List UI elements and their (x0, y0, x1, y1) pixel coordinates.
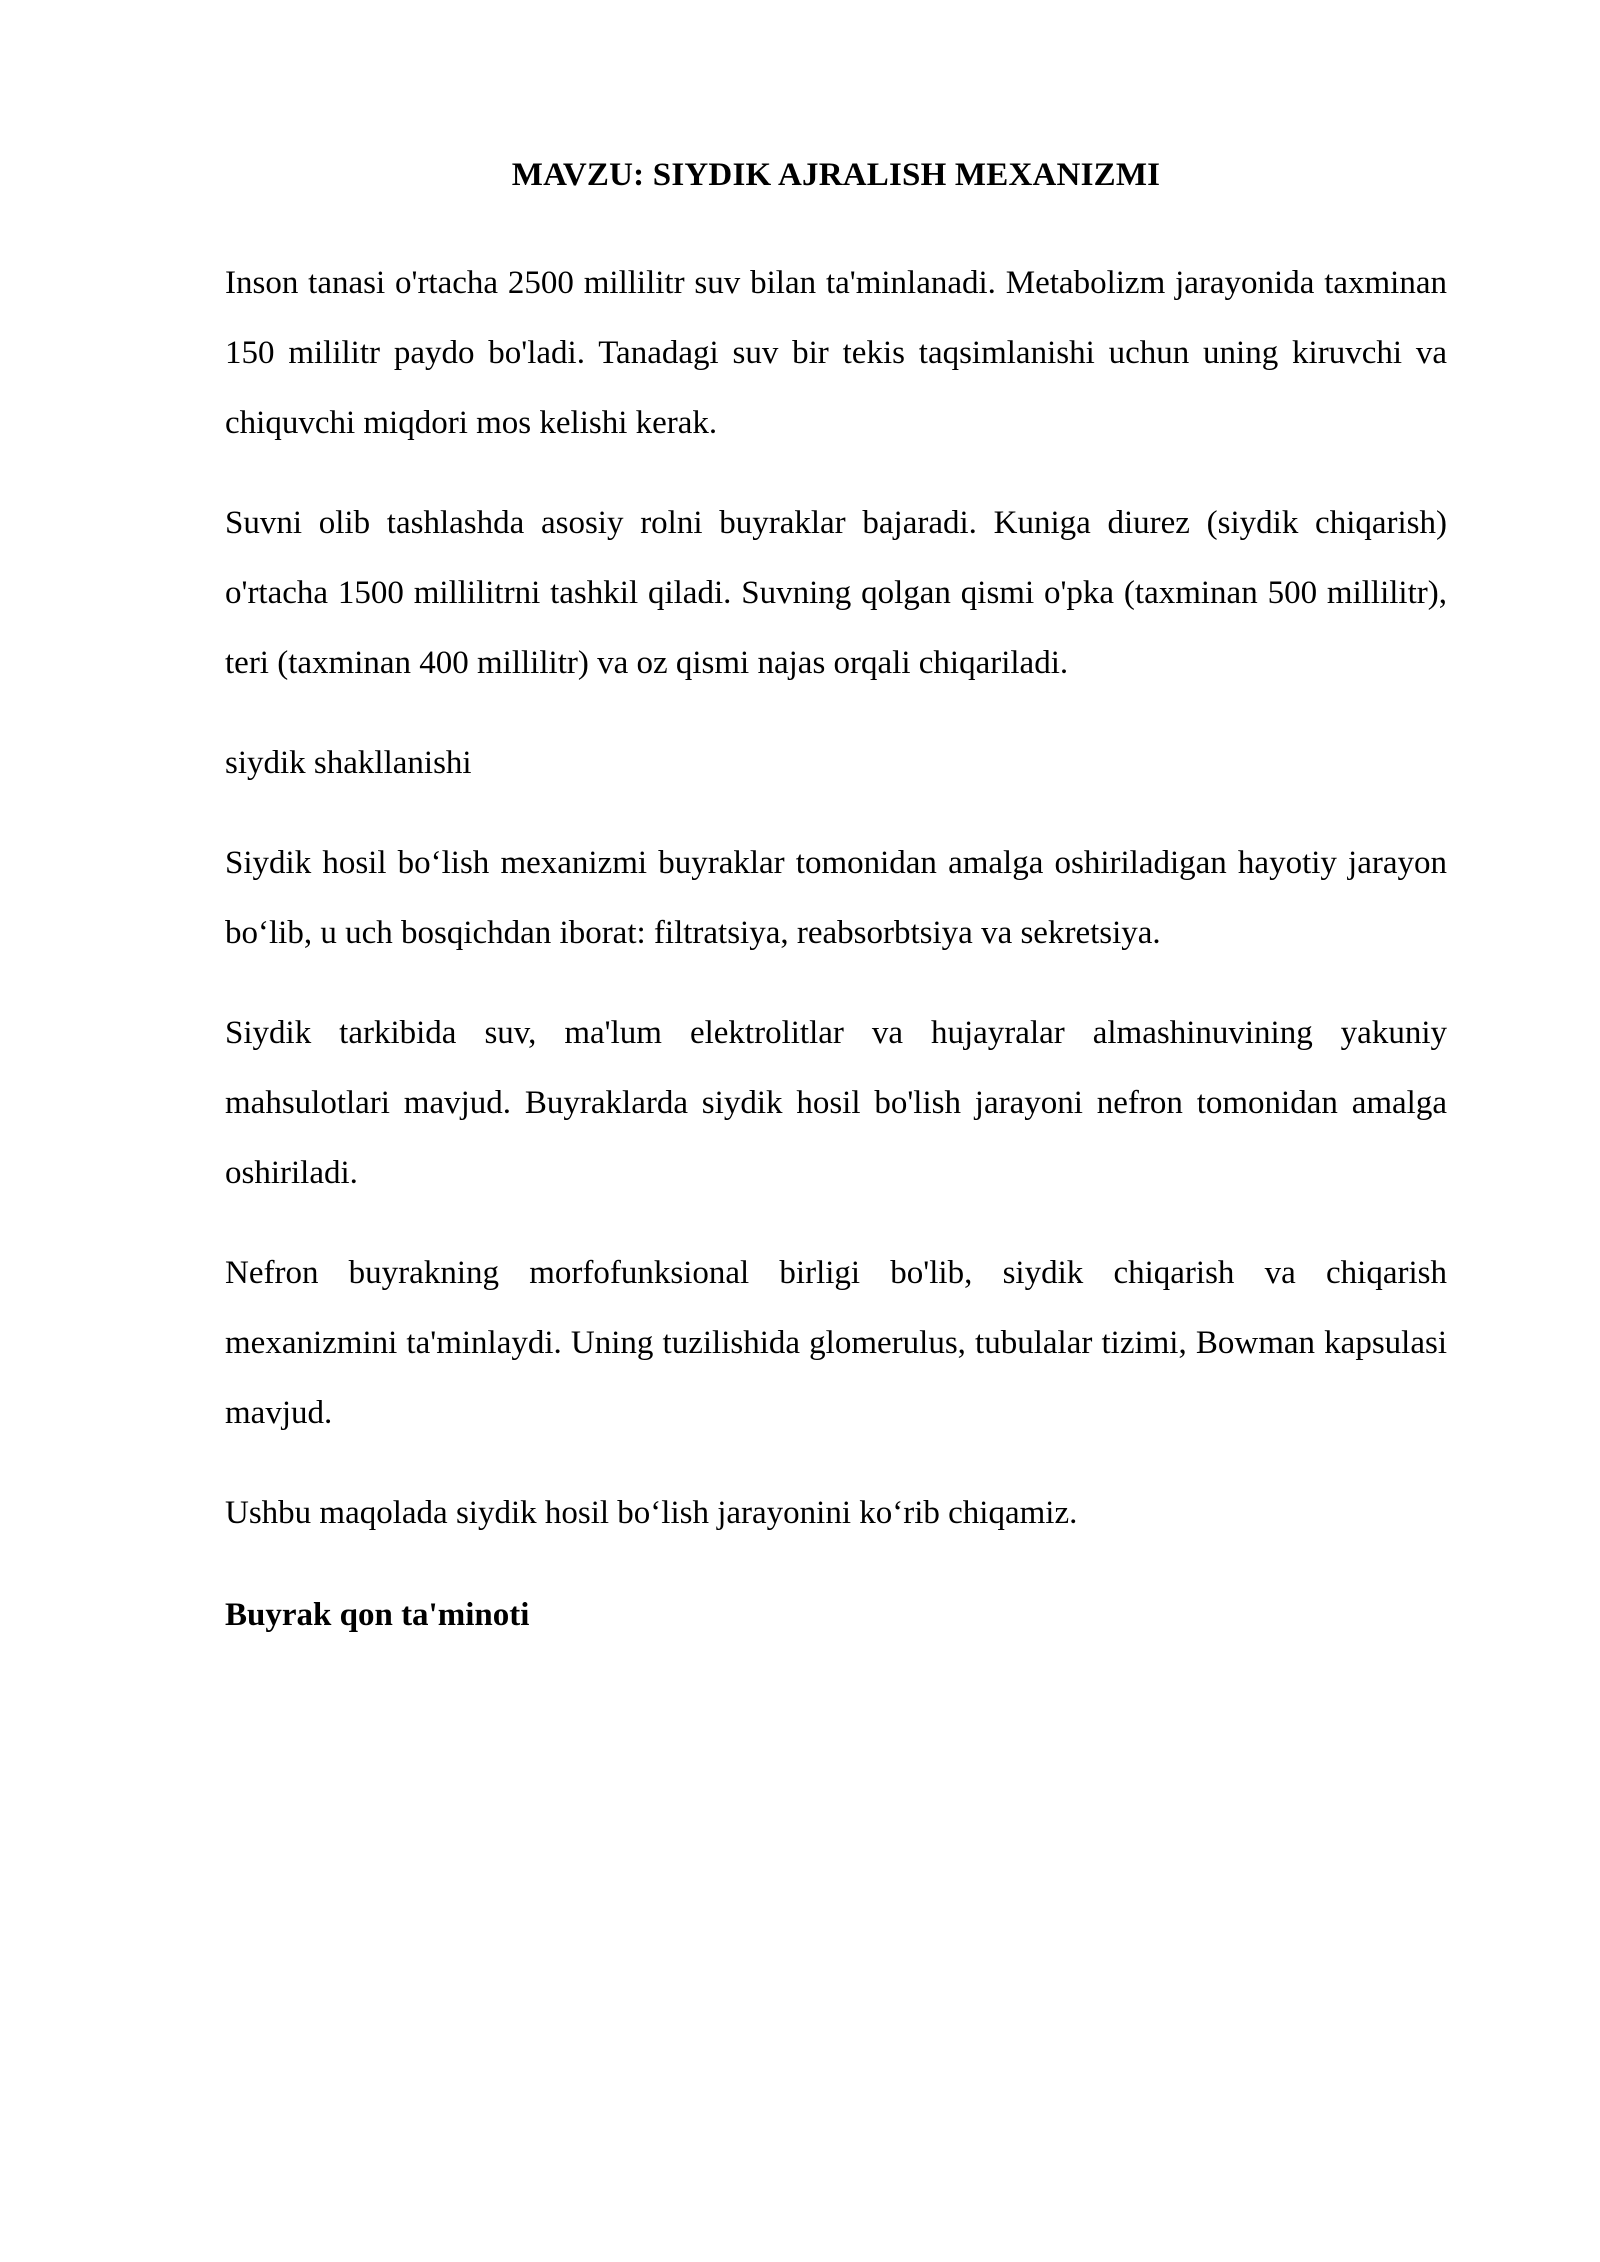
paragraph-article-scope: Ushbu maqolada siydik hosil bo‘lish jarayonini ko‘rib chiqamiz. (225, 1495, 1078, 1531)
document-content (225, 0, 1447, 1650)
section-heading-kidney-blood-supply: Buyrak qon ta'minoti (225, 1597, 530, 1633)
paragraph-water-removal-kidneys: Suvni olib tashlashda asosiy rolni buyraklar bajaradi. Kuniga diurez (siydik chiqarish) o'rtacha 1500 millilitrni tashkil qiladi. Suvning qolgan qismi o'pka (taxminan 500 millilitr), teri (taxminan 400 millilitr) va oz qismi najas orqali chiqariladi. (225, 505, 1447, 681)
paragraph-intro-water-balance: Inson tanasi o'rtacha 2500 millilitr suv bilan ta'minlanadi. Metabolizm jarayonida taxminan 150 mililitr paydo bo'ladi. Tanadagi suv bir tekis taqsimlanishi uchun uning kiruvchi va chiquvchi miqdori mos kelishi kerak. (225, 265, 1447, 441)
paragraph-nephron-structure: Nefron buyrakning morfofunksional birligi bo'lib, siydik chiqarish va chiqarish mexanizmini ta'minlaydi. Uning tuzilishida glomerulus, tubulalar tizimi, Bowman kapsulasi mavjud. (225, 1255, 1447, 1431)
page-title: MAVZU: SIYDIK AJRALISH MEXANIZMI (511, 157, 1161, 193)
paragraph-urine-composition: Siydik tarkibida suv, ma'lum elektrolitlar va hujayralar almashinuvining yakuniy mahsulotlari mavjud. Buyraklarda siydik hosil bo'lish jarayoni nefron tomonidan amalga oshiriladi. (225, 1015, 1447, 1191)
paragraph-urine-formation-mechanism: Siydik hosil bo‘lish mexanizmi buyraklar tomonidan amalga oshiriladigan hayotiy jarayon bo‘lib, u uch bosqichdan iborat: filtratsiya, reabsorbtsiya va sekretsiya. (225, 845, 1447, 951)
subheading-urine-formation: siydik shakllanishi (225, 745, 472, 781)
